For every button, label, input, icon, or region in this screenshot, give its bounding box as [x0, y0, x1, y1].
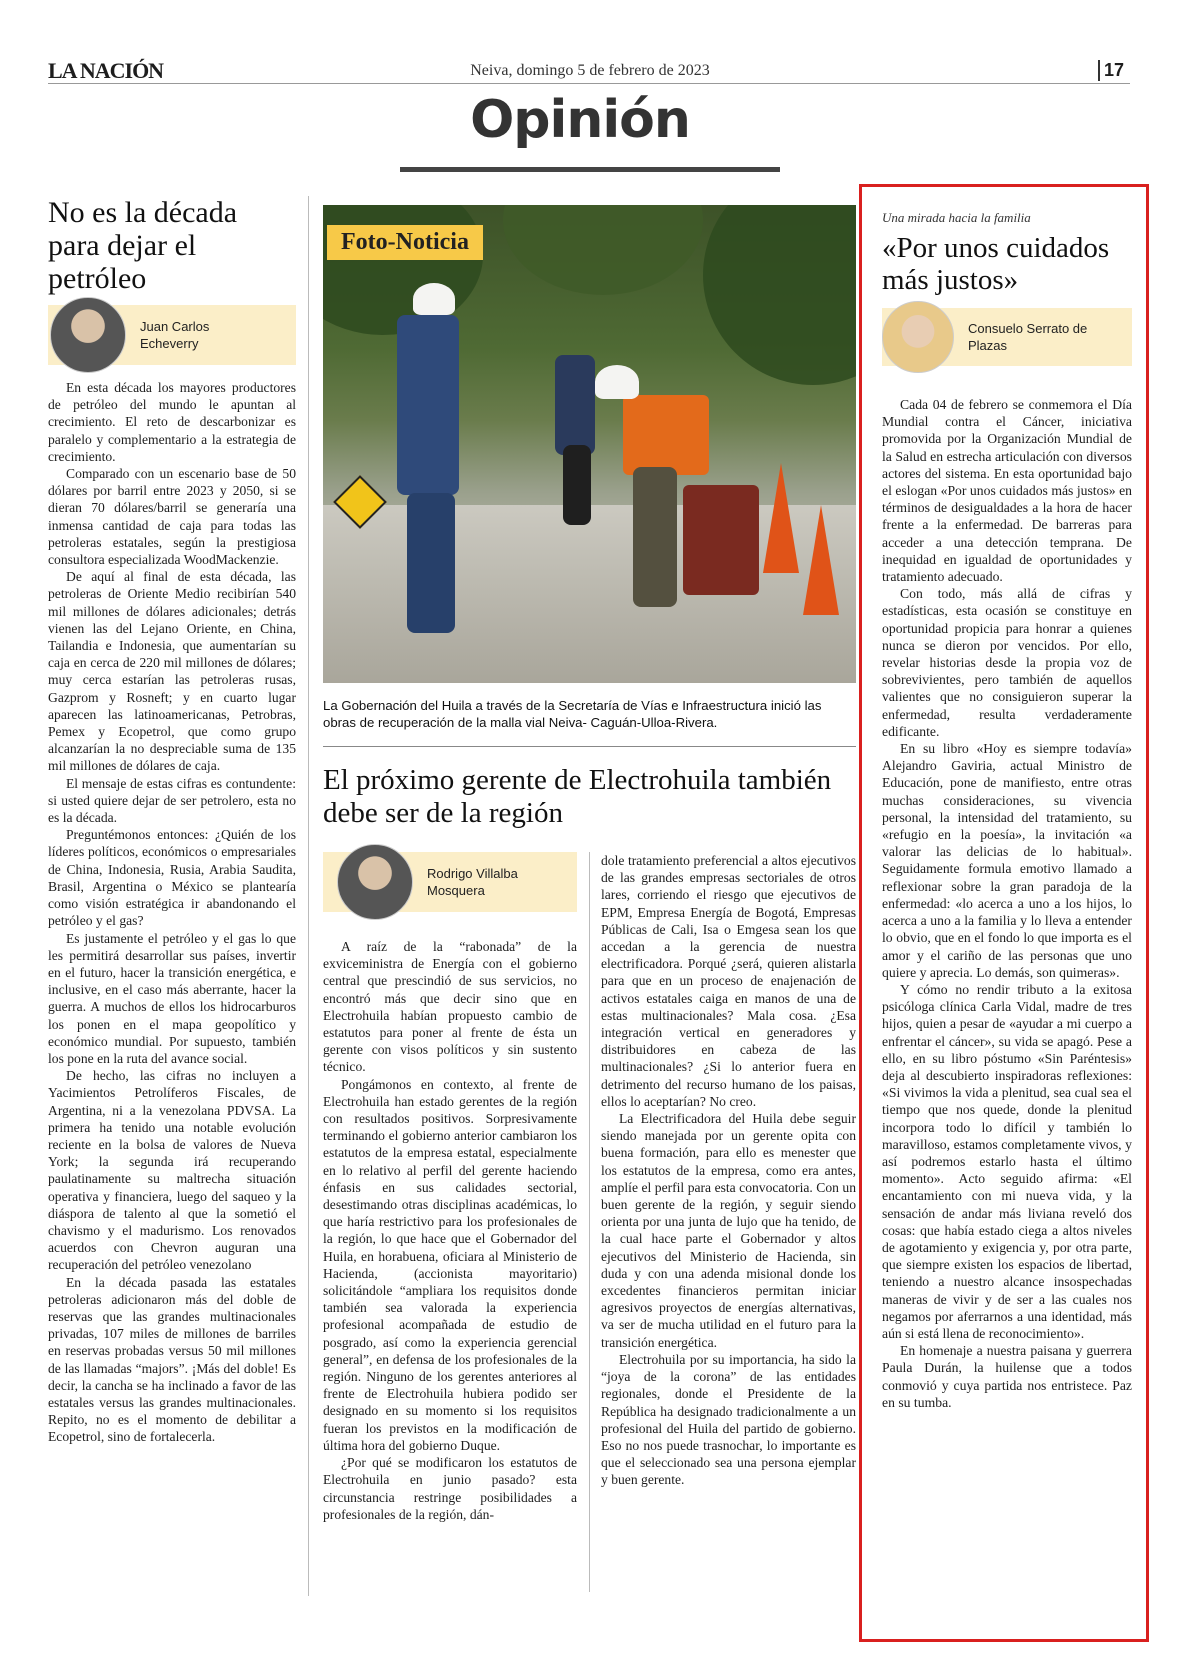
paragraph: Cada 04 de febrero se conmemora el Día Mundial contra el Cáncer, iniciativa promovida por la Organización Mundial de la Salud en estrecha articulación con diversos actores del sistema. En esta oportunidad bajo el eslogan «Por unos cuidados más justos» en términos de desigualdades a la hora de hacer frente a la enfermedad. De barreras para acceder a una detección temprana. De inequidad en igualdad de oportunidades y tratamiento adecuado. [882, 397, 1132, 585]
author-byline [48, 305, 296, 365]
paragraph: Con todo, más allá de cifras y estadísticas, esta ocasión se constituye en oportunidad propicia para honrar a quienes nunca se dieron por vencidos. Por ello, revelar historias desde la propia voz de sobrevivientes, pero también de aquellos valientes que no consiguieron superar la enfermedad, resulta verdaderamente edificante. [882, 586, 1132, 739]
dateline: Neiva, domingo 5 de febrero de 2023 [470, 62, 710, 79]
paragraph: Pongámonos en contexto, al frente de Electrohuila han estado gerentes de la región con resultados positivos. Sorpresivamente terminando el gobierno anterior cambiaron los estatutos de la empresa estatal, especialmente en lo relativo al perfil del gerente haciendo énfasis en sus calidades sectorial, desestimando otras disciplinas académicas, lo que haría restrictivo para los profesionales de la región, lo que hace que el Gobernador del Huila, en horabuena, oficiara al Ministerio de Hacienda, (accionista mayoritario) solicitándole “ampliara los requisitos donde también sea valorada la experiencia profesional acompañada de estudio de posgrado, así como la experiencia gerencial general”, en defensa de los profesionales de la región. Ninguno de los gerentes anteriores al frente de Electrohuila hubiera podido ser designado en su momento si los requisitos fueran los previstos en la modificación de última hora del gobierno Duque. [323, 1076, 577, 1453]
paragraph: En la década pasada las estatales petroleras adicionaron más del doble de reservas que las grandes multinacionales privadas, 107 miles de millones de barriles en reservas probadas versus 50 mil millones de las llamadas “majors”. ¡Más del doble! Es decir, la cancha se ha inclinado a favor de las estatales versus las grandes multinacionales. Repito, no es el momento de debilitar a Ecopetrol, sino de fortalecerla. [48, 1274, 296, 1445]
article-electrohuila-col1 [323, 852, 577, 1523]
paragraph: A raíz de la “rabonada” de la exviceministra de Energía con el gobierno central que prescindió de sus servicios, no encontró más que decir sino que en Electrohuila habían propuesto cambio de estatutos para poner al frente de ésta un gerente con visos políticos y sin sustento técnico. [323, 939, 577, 1075]
article-cancer [882, 210, 1132, 1411]
paragraph: En esta década los mayores productores de petróleo del mundo le apuntan al crecimiento. El reto de descarbonizar es paralelo y complementario a la estrategia de crecimiento. [48, 380, 296, 464]
paragraph: Comparado con un escenario base de 50 dólares por barril entre 2023 y 2050, si se dieran 70 dólares/barril se generaría una inmensa cantidad de caja para todas las petroleras estatales, según la prestigiosa consultora especializada WoodMackenzie. [48, 466, 296, 568]
caption-rule [323, 746, 856, 747]
photo-caption: La Gobernación del Huila a través de la Secretaría de Vías e Infraestructura inició las obras de recuperación de la malla vial Neiva- Caguán-Ulloa-Rivera. [323, 698, 822, 730]
paragraph: dole tratamiento preferencial a altos ejecutivos de las grandes empresas sectoriales de otros lares, corriendo el riesgo que ejecutivos de EPM, Empresa Energía de Bogotá, Empresas Públicas de Cali, Isa o Emgesa sean los que accedan a la gerencia de nuestra electrificadora. Porqué ¿será, quieren alistarla para que en un proceso de enajenación de activos estatales caiga en manos de una de estas multinacionales? Mala cosa. ¿Esa integración vertical en generadores y distribuidores en cabeza de las multinacionales? ¿Si lo anterior fuera en detrimento del recurso humano de los paisas, ellos lo aceptarían? No creo. [601, 853, 856, 1109]
author-name: Rodrigo Villalba Mosquera [427, 866, 518, 898]
paragraph: En su libro «Hoy es siempre todavía» Alejandro Gaviria, actual Ministro de Educación, pone de manifiesto, entre otras muchas consideraciones, su vivencia personal, la intensidad del tratamiento, su «refugio en la poesía», la invitación «a valorar las delicias de lo habitual». Seguidamente formula emotivo llamado a reflexionar sobre la gran paradoja de la enfermedad: «lo acerca a uno a los hijos, lo acerca a uno a la familia y lo lleva a entender lo obvio, que en el fondo lo que importa es el amor y el cariño de las personas que uno quiere y aprecia. Lo demás, son quimeras». [882, 741, 1132, 980]
paragraph: Y cómo no rendir tributo a la exitosa psicóloga clínica Carla Vidal, madre de tres hijos, quien a pesar de «ayudar a mi cuerpo a enfrentar el cáncer», su vida se apagó. Pese a ello, en su libro póstumo «Sin Paréntesis» deja al descubierto inspiradoras reflexiones: «Si vivimos la vida a plenitud, sea cual sea el tiempo que nos quede, donde la plenitud incorpora todo lo difícil y también lo maravilloso, estamos completamente vivos, y así podremos estarlo hasta el último momento». Acto seguido afirma: «El encantamiento con mi nueva vida, y la sensación de andar más liviana reveló dos cosas: que había estado ciega a altos niveles de agotamiento y exigencia y, por otra parte, que siempre existen los espacios de libertad, teniendo a nuestro alcance insospechadas maneras de vivir y de ser a las cuales nos negamos por aferrarnos a una identidad, más aún si está llena de reconocimiento». [882, 981, 1132, 1341]
newspaper-logo: LA NACIÓN [48, 58, 164, 83]
paragraph: De aquí al final de esta década, las petroleras de Oriente Medio recibirían 540 mil millones de dólares adicionales; detrás vienen las del Lejano Oriente, en China, Tailandia e Indonesia, que aumentarían su caja en cerca de 220 mil millones de dólares; muy cerca estarían las petroleras rusas, Gazprom y Rosneft; y en cuarto lugar aparecen las latinoamericanas, Petrobras, Pemex y Ecopetrol, que como grupo alcanzarían la no despreciable suma de 135 mil millones de dólares de caja. [48, 569, 296, 774]
author-name: Consuelo Serrato de Plazas [968, 321, 1088, 353]
column-divider [589, 852, 590, 1592]
article-oil [48, 196, 296, 1446]
article-body [323, 938, 577, 1523]
author-byline [882, 308, 1132, 366]
paragraph: De hecho, las cifras no incluyen a Yacimientos Petrolíferos Fiscales, de Argentina, ni a la venezolana PDVSA. La primera ha tenido una notable evolución reciente en la bolsa de valores de Nueva York; la segunda irá recuperando paulatinamente su maltrecha situación operativa y financiera, luego del saqueo y la diáspora de talento al que la sometió el chavismo y el madurismo. Los renovados acuerdos con Chevron auguran una recuperación del petróleo venezolano [48, 1068, 296, 1273]
page-number: 17 [1098, 60, 1124, 81]
paragraph: ¿Por qué se modificaron los estatutos de Electrohuila en junio pasado? esta circunstancia restringe posibilidades a profesionales de la región, dán- [323, 1455, 577, 1522]
author-photo [337, 844, 413, 920]
author-name: Juan Carlos Echeverry [140, 319, 210, 351]
photo-news-tag: Foto-Noticia [327, 225, 483, 260]
paragraph: En homenaje a nuestra paisana y guerrera Paula Durán, la huilense que a todos conmovió y cuya partida nos entristece. Paz en su tumba. [882, 1343, 1132, 1410]
author-photo [882, 301, 954, 373]
masthead-rule [48, 83, 1130, 84]
author-photo [50, 297, 126, 373]
article-body [48, 379, 296, 1446]
paragraph: La Electrificadora del Huila debe seguir siendo manejada por un gerente opita con buena formación, para ello es menester que los estatutos de la empresa, como era antes, amplíe el perfil para esta convocatoria. Con un buen gerente de la región, y seguir siendo orienta por una junta de lujo que ha tenido, de la cual hace parte el Gobernador y altos ejecutivos del Ministerio de Hacienda, sin duda y con una adenda misional donde los excedentes financieros permitan iniciar agresivos proyectos de energías alternativas, va ser de mucha utilidad en el futuro para la transición energética. [601, 1111, 856, 1350]
paragraph: El mensaje de estas cifras es contundente: si usted quiere dejar de ser petrolero, esta no es la década. [48, 775, 296, 826]
author-byline [323, 852, 577, 912]
news-photo [323, 205, 856, 683]
paragraph: Es justamente el petróleo y el gas lo que les permitirá desarrollar sus países, invertir en el futuro, hacer la transición energética, e inclusive, en el caso más aberrante, hacer la guerra. A muchos de ellos los hidrocarburos los ponen en el mapa geopolítico y económico mundial. Por supuesto, también los pone en la ruta del avance social. [48, 930, 296, 1066]
article-electrohuila [323, 764, 856, 830]
paragraph: Preguntémonos entonces: ¿Quién de los líderes políticos, económicos o empresariales de China, Indonesia, Rusia, Arabia Saudita, Brasil, Argentina o México se plantearía como visión estratégica ir abandonando el petróleo y el gas? [48, 827, 296, 929]
column-divider [308, 196, 309, 1596]
paragraph: Electrohuila por su importancia, ha sido la “joya de la corona” de las entidades regionales, donde el Presidente de la República ha designado tradicionalmente a un profesional del Huila del partido de gobierno. Eso no nos puede trasnochar, lo importante es que el seleccionado sea una persona ejemplar y buen gerente. [601, 1351, 856, 1488]
article-headline: No es la década para dejar el petróleo [48, 196, 238, 295]
article-kicker: Una mirada hacia la familia [882, 210, 1031, 225]
article-headline: El próximo gerente de Electrohuila también debe ser de la región [323, 764, 832, 829]
section-underline [400, 167, 780, 172]
section-title: Opinión [470, 90, 690, 150]
article-body [882, 396, 1132, 1411]
article-headline: «Por unos cuidados más justos» [882, 232, 1110, 296]
article-electrohuila-col2 [601, 852, 856, 1489]
